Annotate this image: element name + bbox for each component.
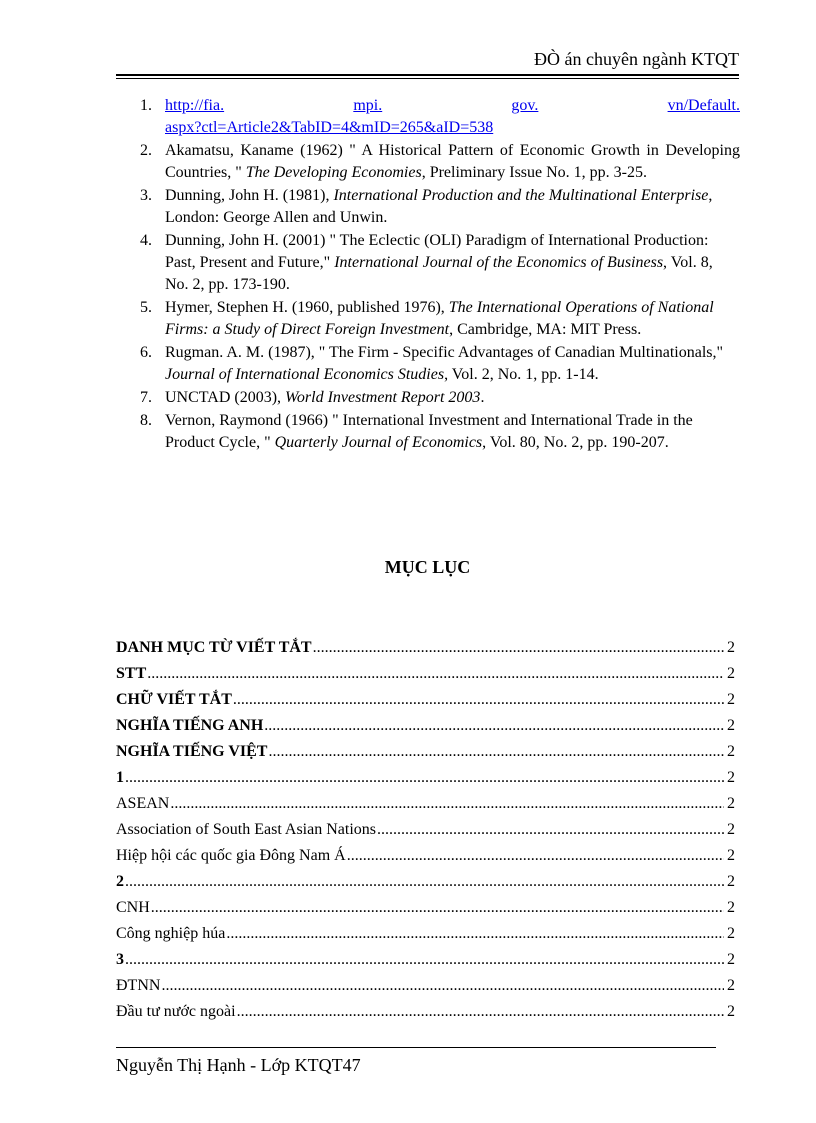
link-part: mpi. xyxy=(353,97,383,114)
reference-text: Akamatsu, Kaname (1962) " A Historical Pattern of Economic Growth in Developing Countries, " xyxy=(165,142,740,181)
toc-entry-label: Association of South East Asian Nations xyxy=(116,821,376,838)
reference-link-line1 xyxy=(165,95,740,117)
reference-text: , Cambridge, MA: MIT Press. xyxy=(449,321,642,338)
reference-text: , Vol. 2, No. 1, pp. 1-14. xyxy=(444,366,599,383)
reference-title: The International Operations of National Firms: a Study of Direct Foreign Investment xyxy=(165,299,714,338)
reference-title: International Production and the Multinational Enterprise xyxy=(333,187,709,204)
toc-page-number: 2 xyxy=(727,795,735,812)
reference-title: The Developing Economies xyxy=(245,164,422,181)
reference-number: 3. xyxy=(140,187,152,204)
toc-entry[interactable] xyxy=(116,635,735,661)
toc-page-number: 2 xyxy=(727,717,735,734)
toc-entry-label: 1 xyxy=(116,769,124,786)
reference-title: International Journal of the Economics of Business xyxy=(334,254,664,271)
page-header xyxy=(116,46,739,79)
header-title: ĐÒ án chuyên ngành KTQT xyxy=(534,49,739,69)
toc-page-number: 2 xyxy=(727,691,735,708)
toc-entry[interactable] xyxy=(116,921,735,947)
toc-entry[interactable] xyxy=(116,791,735,817)
reference-number: 7. xyxy=(140,389,152,406)
toc-entry[interactable] xyxy=(116,973,735,999)
toc-dot-leader xyxy=(147,661,724,687)
reference-item xyxy=(134,230,740,296)
toc-dot-leader xyxy=(377,817,724,843)
footer-rule xyxy=(116,1047,716,1048)
toc-entry-label: NGHĨA TIẾNG ANH xyxy=(116,717,264,734)
link-part: gov. xyxy=(511,97,539,114)
toc-dot-leader xyxy=(125,869,724,895)
toc-dot-leader xyxy=(237,999,724,1025)
toc-dot-leader xyxy=(151,895,724,921)
footer-author: Nguyễn Thị Hạnh - Lớp KTQT47 xyxy=(116,1055,361,1075)
toc-dot-leader xyxy=(313,635,724,661)
toc-page-number: 2 xyxy=(727,899,735,916)
toc-entry[interactable] xyxy=(116,817,735,843)
link-part: vn/Default. xyxy=(667,97,740,114)
toc-entry[interactable] xyxy=(116,765,735,791)
reference-text: UNCTAD (2003), xyxy=(165,389,286,406)
toc-entry-label: 2 xyxy=(116,873,124,890)
toc-entry[interactable] xyxy=(116,843,735,869)
reference-text: Dunning, John H. (1981), xyxy=(165,187,334,204)
reference-list xyxy=(134,95,740,455)
toc-dot-leader xyxy=(268,739,724,765)
toc-page-number: 2 xyxy=(727,743,735,760)
reference-link-line2: aspx?ctl=Article2&TabID=4&mID=265&aID=538 xyxy=(165,119,494,136)
toc-entry-label: DANH MỤC TỪ VIẾT TẮT xyxy=(116,639,312,656)
reference-text: , Vol. 8, No. 2, pp. 173-190. xyxy=(165,254,713,293)
toc-dot-leader xyxy=(125,947,724,973)
toc-entry-label: CNH xyxy=(116,899,150,916)
reference-item xyxy=(134,297,740,341)
reference-title: Quarterly Journal of Economics xyxy=(274,434,483,451)
toc-dot-leader xyxy=(233,687,724,713)
header-rule-thin xyxy=(116,78,739,79)
toc-page-number: 2 xyxy=(727,665,735,682)
reference-text: Vernon, Raymond (1966) " International Investment and International Trade in the Product Cycle, " xyxy=(165,412,693,451)
table-of-contents xyxy=(116,635,735,1025)
reference-title: Journal of International Economics Studies xyxy=(165,366,445,383)
reference-number: 6. xyxy=(140,344,152,361)
toc-dot-leader xyxy=(347,843,724,869)
reference-text: , Preliminary Issue No. 1, pp. 3-25. xyxy=(421,164,648,181)
toc-entry-label: NGHĨA TIẾNG VIỆT xyxy=(116,743,268,760)
reference-number: 1. xyxy=(140,97,152,114)
toc-entry-label: ASEAN xyxy=(116,795,170,812)
toc-entry-label: STT xyxy=(116,665,147,682)
toc-title: MỤC LỤC xyxy=(384,557,471,577)
toc-entry[interactable] xyxy=(116,713,735,739)
toc-entry-label: ĐTNN xyxy=(116,977,161,994)
toc-page-number: 2 xyxy=(727,925,735,942)
toc-entry[interactable] xyxy=(116,947,735,973)
toc-entry-label: Hiệp hội các quốc gia Đông Nam Á xyxy=(116,847,346,864)
link-part: http://fia. xyxy=(165,97,225,114)
toc-dot-leader xyxy=(264,713,724,739)
reference-item xyxy=(134,410,740,454)
reference-number: 4. xyxy=(140,232,152,249)
toc-page-number: 2 xyxy=(727,951,735,968)
reference-item xyxy=(134,95,740,139)
reference-item xyxy=(134,185,740,229)
reference-number: 8. xyxy=(140,412,152,429)
toc-dot-leader xyxy=(161,973,724,999)
toc-page-number: 2 xyxy=(727,873,735,890)
toc-entry[interactable] xyxy=(116,739,735,765)
reference-text: , London: George Allen and Unwin. xyxy=(165,187,713,226)
toc-entry[interactable] xyxy=(116,869,735,895)
toc-page-number: 2 xyxy=(727,821,735,838)
header-rule-thick xyxy=(116,74,739,76)
reference-link[interactable] xyxy=(165,95,740,136)
toc-entry[interactable] xyxy=(116,687,735,713)
reference-number: 2. xyxy=(140,142,152,159)
toc-entry-label: Đầu tư nước ngoài xyxy=(116,1003,236,1020)
toc-page-number: 2 xyxy=(727,977,735,994)
toc-entry[interactable] xyxy=(116,895,735,921)
toc-dot-leader xyxy=(226,921,724,947)
reference-item xyxy=(134,387,740,409)
toc-page-number: 2 xyxy=(727,639,735,656)
toc-entry[interactable] xyxy=(116,661,735,687)
reference-title: World Investment Report 2003 xyxy=(285,389,481,406)
reference-item xyxy=(134,140,740,184)
reference-text: Dunning, John H. (2001) " The Eclectic (OLI) Paradigm of International Production: Past, Present and Future," xyxy=(165,232,709,271)
toc-entry-label: CHỮ VIẾT TẮT xyxy=(116,691,232,708)
toc-page-number: 2 xyxy=(727,769,735,786)
reference-text: Hymer, Stephen H. (1960, published 1976), xyxy=(165,299,449,316)
toc-entry-label: Công nghiệp húa xyxy=(116,925,226,942)
reference-number: 5. xyxy=(140,299,152,316)
toc-dot-leader xyxy=(125,765,724,791)
reference-text: Rugman. A. M. (1987), " The Firm - Specific Advantages of Canadian Multinationals," xyxy=(165,344,724,361)
reference-text: . xyxy=(480,389,485,406)
reference-text: , Vol. 80, No. 2, pp. 190-207. xyxy=(482,434,669,451)
toc-dot-leader xyxy=(170,791,724,817)
toc-entry[interactable] xyxy=(116,999,735,1025)
toc-page-number: 2 xyxy=(727,847,735,864)
toc-entry-label: 3 xyxy=(116,951,124,968)
reference-item xyxy=(134,342,740,386)
toc-page-number: 2 xyxy=(727,1003,735,1020)
